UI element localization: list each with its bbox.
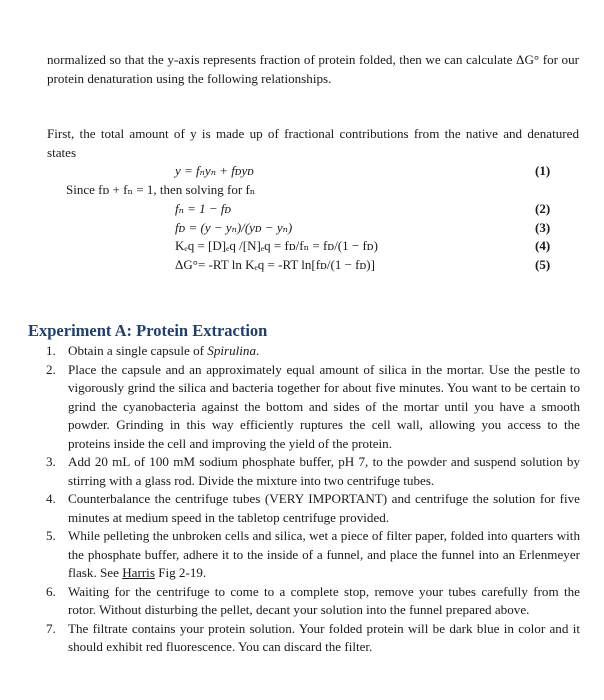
procedure-list xyxy=(28,342,580,657)
equation-2: fₙ = 1 − fᴅ xyxy=(175,201,232,216)
list-item: 3. Add 20 mL of 100 mM sodium phosphate buffer, pH 7, to the powder and suspend solution by stirring with a glass rod. Divide the mixture into two centrifuge tubes. xyxy=(46,454,580,488)
equation-3-number: (3) xyxy=(535,220,551,235)
organism-name: Spirulina xyxy=(207,343,257,358)
list-item: 4. Counterbalance the centrifuge tubes (VERY IMPORTANT) and centrifuge the solution for five minutes at medium speed in the tabletop centrifuge provided. xyxy=(46,491,580,525)
equation-4-number: (4) xyxy=(535,238,551,253)
section-heading: Experiment A: Protein Extraction xyxy=(28,321,268,340)
equation-5-number: (5) xyxy=(535,257,551,272)
first-paragraph: First, the total amount of y is made up of fractional contributions from the native and denatured states xyxy=(47,126,579,160)
equation-5: ΔG°= -RT ln Kₑq = -RT ln[fᴅ/(1 − fᴅ)] xyxy=(175,257,375,272)
equation-1-number: (1) xyxy=(535,163,551,178)
equation-3: fᴅ = (y − yₙ)/(yᴅ − yₙ) xyxy=(175,220,293,235)
list-item: 6. Waiting for the centrifuge to come to a complete stop, remove your tubes carefully from the rotor. Without disturbing the pellet, decant your solution into the funnel prepared above. xyxy=(46,583,580,617)
intro-paragraph: normalized so that the y-axis represents fraction of protein folded, then we can calculate ΔG° for our protein denaturation using the following relationships. xyxy=(47,52,579,86)
since-line: Since fᴅ + fₙ = 1, then solving for fₙ xyxy=(66,182,256,197)
equation-4: Kₑq = [D]ₑq /[N]ₑq = fᴅ/fₙ = fᴅ/(1 − fᴅ) xyxy=(175,238,378,253)
list-item: 7. The filtrate contains your protein solution. Your folded protein will be dark blue in color and it should exhibit red fluorescence. You can discard the filter. xyxy=(46,620,580,654)
list-item: 2. Place the capsule and an approximately equal amount of silica in the mortar. Use the pestle to vigorously grind the silica and bacteria together for about five minutes. You want to be certain to grind the cyanobacteria against the bottom and sides of the mortar until you have a smooth powder. Grinding in this way efficiently ruptures the cell wall, allowing you access to the proteins inside the cell and improving the yield of the protein. xyxy=(46,361,580,451)
list-item: 5. While pelleting the unbroken cells and silica, wet a piece of filter paper, folded into quarters with the phosphate buffer, adhere it to the inside of a funnel, and place the funnel into an Erlenmeyer flask. See Harris Fig 2-19. xyxy=(46,528,580,580)
harris-link[interactable]: Harris xyxy=(122,565,155,580)
list-item: 1. Obtain a single capsule of Spirulina. xyxy=(46,343,260,358)
equation-2-number: (2) xyxy=(535,201,551,216)
equation-1: y = fₙyₙ + fᴅyᴅ xyxy=(175,163,254,178)
